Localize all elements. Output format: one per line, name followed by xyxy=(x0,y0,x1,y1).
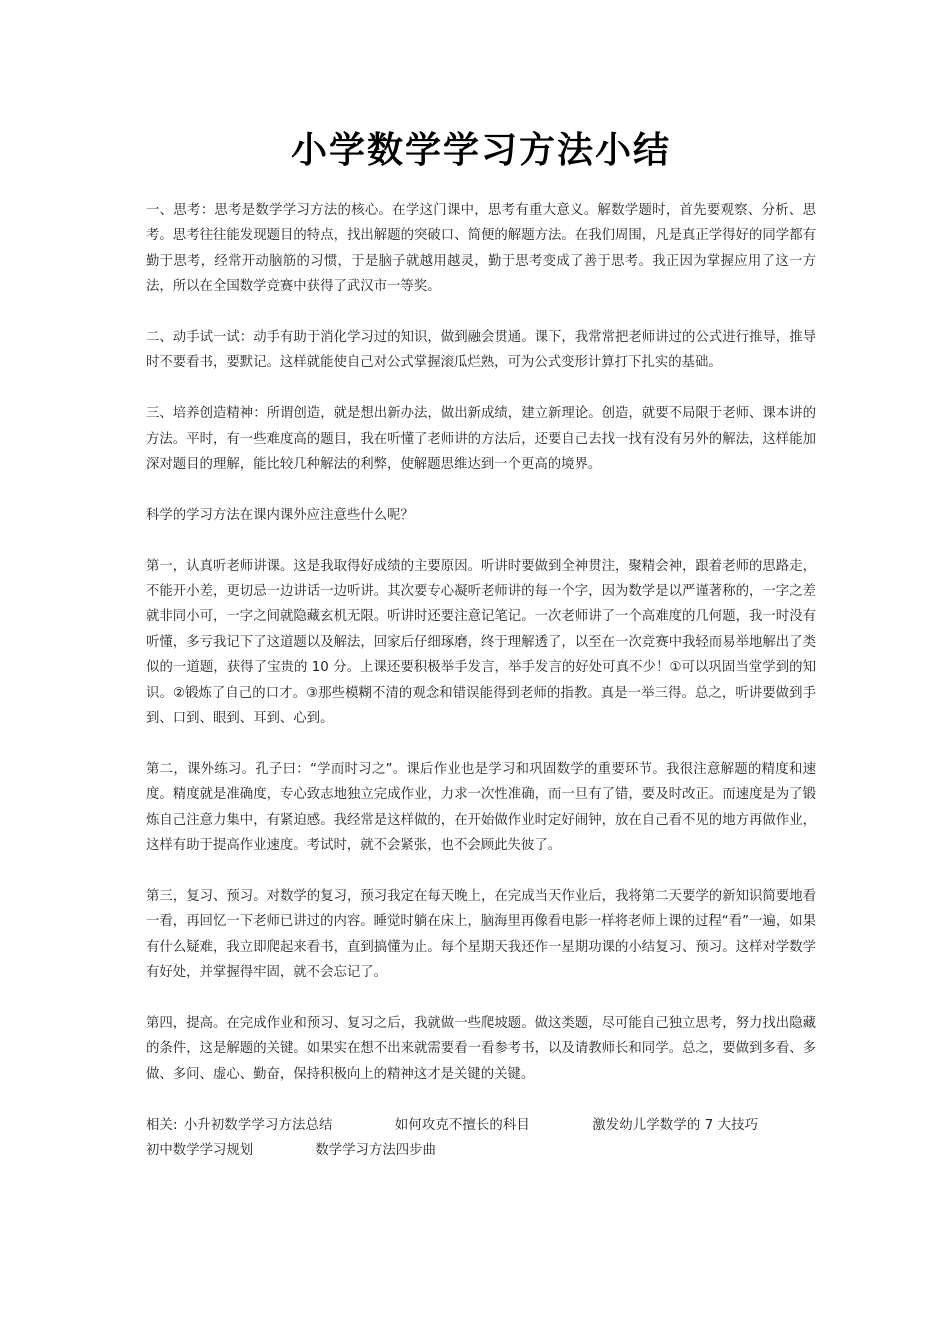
related-link[interactable]: 数学学习方法四步曲 xyxy=(315,1142,436,1158)
related-links xyxy=(146,1113,816,1164)
related-link[interactable]: 小升初数学学习方法总结 xyxy=(183,1117,333,1133)
related-link[interactable]: 激发幼儿学数学的 7 大技巧 xyxy=(592,1117,758,1133)
document-body xyxy=(146,198,816,1163)
related-link[interactable]: 如何攻克不擅长的科目 xyxy=(394,1117,530,1133)
paragraph-practice: 第二，课外练习。孔子曰：“学而时习之”。课后作业也是学习和巩固数学的重要环节。我很注意解题的精度和速度。精度就是准确度，专心致志地独立完成作业，力求一次性准确，而一旦有了错，要及时改正。而速度是为了锻炼自己注意力集中，有紧迫感。我经常是这样做的，在开始做作业时定好闹钟，放在自己看不见的地方再做作业，这样有助于提高作业速度。考试时，就不会紧张，也不会顾此失彼了。 xyxy=(146,761,816,854)
paragraph-hands-on: 二、动手试一试：动手有助于消化学习过的知识，做到融会贯通。课下，我常常把老师讲过的公式进行推导，推导时不要看书，要默记。这样就能使自己对公式掌握滚瓜烂熟，可为公式变形计算打下扎实的基础。 xyxy=(146,330,816,371)
document-title: 小学数学学习方法小结 xyxy=(290,129,671,171)
paragraph-creativity: 三、培养创造精神：所谓创造，就是想出新办法，做出新成绩，建立新理论。创造，就要不局限于老师、课本讲的方法。平时，有一些难度高的题目，我在听懂了老师讲的方法后，还要自己去找一找有没有另外的解法，这样能加深对题目的理解，能比较几种解法的利弊，使解题思维达到一个更高的境界。 xyxy=(146,406,816,473)
related-label: 相关: xyxy=(146,1117,178,1133)
paragraph-listen-in-class: 第一，认真听老师讲课。这是我取得好成绩的主要原因。听讲时要做到全神贯注，聚精会神，跟着老师的思路走，不能开小差，更切忌一边讲话一边听讲。其次要专心凝听老师讲的每一个字，因为数学是以严谨著称的，一字之差就非同小可，一字之间就隐藏玄机无限。听讲时还要注意记笔记。一次老师讲了一个高难度的几何题，我一时没有听懂，多亏我记下了这道题以及解法，回家后仔细琢磨，终于理解透了，以至在一次竞赛中我轻而易举地解出了类似的一道题，获得了宝贵的 10 分。上课还要积极举手发言，举手发言的好处可真不少！①可以巩固当堂学到的知识。②锻炼了自己的口才。③那些模糊不清的观念和错误能得到老师的指教。真是一举三得。总之，听讲要做到手到、口到、眼到、耳到、心到。 xyxy=(146,558,816,727)
paragraph-review-preview: 第三，复习、预习。对数学的复习，预习我定在每天晚上，在完成当天作业后，我将第二天要学的新知识简要地看一看，再回忆一下老师已讲过的内容。睡觉时躺在床上，脑海里再像看电影一样将老师上课的过程“看”一遍，如果有什么疑难，我立即爬起来看书，直到搞懂为止。每个星期天我还作一星期功课的小结复习、预习。这样对学数学有好处，并掌握得牢固，就不会忘记了。 xyxy=(146,888,817,981)
related-link[interactable]: 初中数学学习规划 xyxy=(146,1142,254,1158)
paragraph-question: 科学的学习方法在课内课外应注意些什么呢？ xyxy=(146,507,414,523)
paragraph-thinking: 一、思考：思考是数学学习方法的核心。在学这门课中，思考有重大意义。解数学题时，首先要观察、分析、思考。思考往往能发现题目的特点，找出解题的突破口、简便的解题方法。在我们周围，凡是真正学得好的同学都有勤于思考，经常开动脑筋的习惯，于是脑子就越用越灵，勤于思考变成了善于思考。我正因为掌握应用了这一方法，所以在全国数学竞赛中获得了武汉市一等奖。 xyxy=(146,203,816,295)
paragraph-improve: 第四，提高。在完成作业和预习、复习之后，我就做一些爬坡题。做这类题，尽可能自己独立思考，努力找出隐藏的条件，这是解题的关键。如果实在想不出来就需要看一看参考书，以及请教师长和同学。总之，要做到多看、多做、多问、虚心、勤奋，保持积极向上的精神这才是关键的关键。 xyxy=(146,1015,816,1082)
